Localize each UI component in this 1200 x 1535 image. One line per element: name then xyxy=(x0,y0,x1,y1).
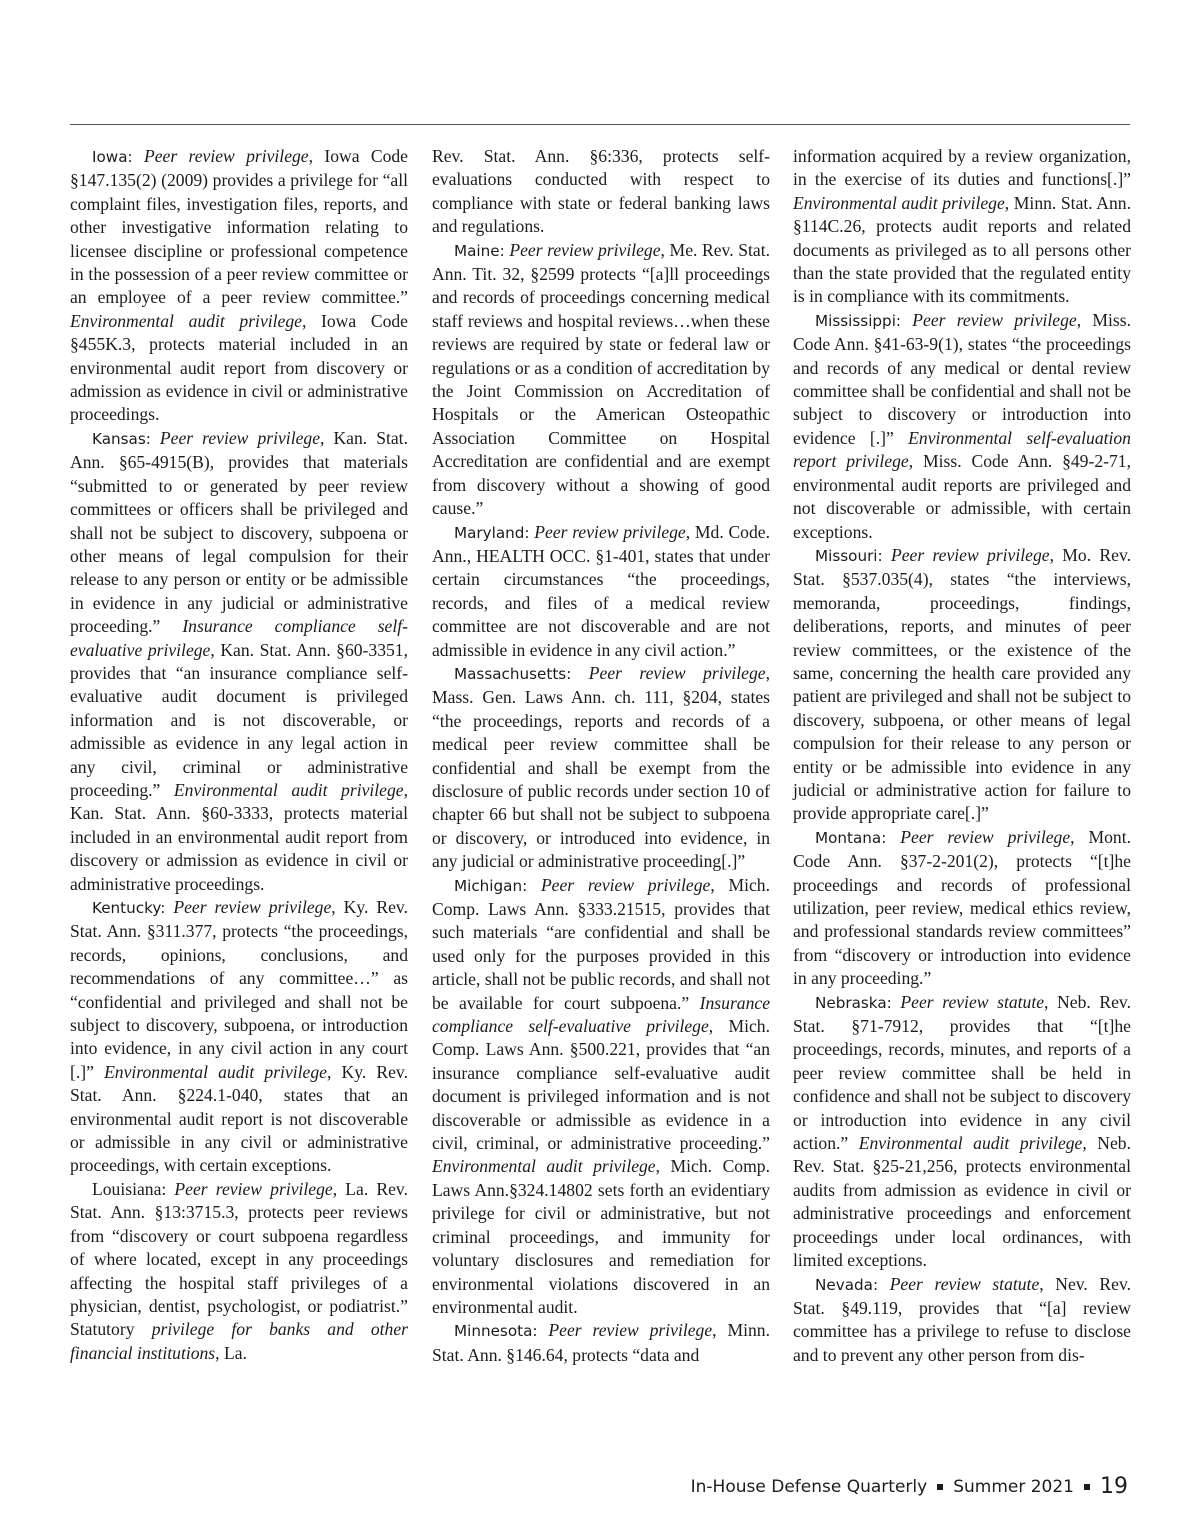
paragraph xyxy=(432,874,770,1320)
italic-term: Peer review privilege xyxy=(540,874,711,895)
paragraph xyxy=(793,991,1131,1273)
footer-publication: In-House Defense Quarterly xyxy=(690,1477,928,1497)
bullet-separator xyxy=(1084,1484,1090,1490)
body-text: , Mass. Gen. Laws Ann. ch. 111, §204, states “the proceedings, reports and records of a medical peer review committee shall be confidential and shall be exempt from the disclosure of public records under section 10 of chapter 66 but shall not be subject to subpoena or discovery, or introduced into evidence, in any judicial or administrative proceeding[.]” xyxy=(432,662,770,872)
paragraph xyxy=(70,427,408,896)
body-text: , Mo. Rev. Stat. §537.035(4), states “the interviews, memoranda, proceedings, findings, deliberations, reports, and minutes of peer review committees, or the existence of the same, concerning the health care provided any patient are privileged and shall not be subject to discovery, subpoena, or other means of legal compulsion for their release to any person or entity or be admissible into evidence in any judicial or administrative action for failure to provide appropriate care[.]” xyxy=(793,544,1131,824)
body-text: , Kan. Stat. Ann. §65-4915(B), provides that materials “submitted to or generated by peer review committees or officers shall be privileged and shall not be subject to discovery, subpoena or other means of legal compulsion for their release to any person or entity or be admissible in evidence in any judicial or administrative proceeding.” xyxy=(70,427,408,637)
paragraph xyxy=(432,662,770,874)
italic-term: Environmental self-evaluation report privilege xyxy=(793,427,1131,472)
italic-term: Peer review privilege xyxy=(143,146,309,166)
italic-term: Environmental audit privilege xyxy=(70,310,302,331)
body-text: , Minn. Stat. Ann. §146.64, protects “data and xyxy=(432,1320,770,1365)
body-text: Louisiana: xyxy=(92,1178,175,1199)
body-text xyxy=(133,146,144,166)
body-text: , Minn. Stat. Ann. §114C.26, protects audit reports and related documents as privileged as to all persons other than the state provided that the regulated entity is in compliance with its commitments. xyxy=(793,192,1131,307)
body-text: , Ky. Rev. Stat. Ann. §224.1-040, states that an environmental audit report is not discoverable or admissible in any civil or administrative proceedings, with certain exceptions. xyxy=(70,1061,408,1176)
italic-term: Peer review privilege xyxy=(900,826,1071,847)
body-text xyxy=(878,1274,890,1294)
state-heading: Iowa: xyxy=(92,148,133,166)
italic-term: Peer review privilege xyxy=(912,309,1077,330)
italic-term: Environmental audit privilege xyxy=(173,779,404,800)
body-text: , Kan. Stat. Ann. §60-3333, protects material included in an environmental audit report from discovery or admission as evidence in civil or administrative proceedings. xyxy=(70,779,408,894)
body-text xyxy=(901,310,912,330)
header-rule xyxy=(70,124,1130,125)
body-text xyxy=(151,428,160,448)
column-3 xyxy=(793,145,1131,1367)
italic-term: Environmental audit privilege xyxy=(793,192,1005,213)
state-heading: Michigan: xyxy=(454,876,528,895)
paragraph xyxy=(793,826,1131,991)
paragraph xyxy=(432,521,770,662)
state-heading: Nevada: xyxy=(815,1275,879,1294)
body-text: , Iowa Code §147.135(2) (2009) provides a privilege for “all complaint files, investigation files, reports, and other investigative information relating to licensee discipline or professional competence in the possession of a peer review committee or an employee of a peer review committee.” xyxy=(70,146,408,308)
italic-term: Peer review statute xyxy=(900,991,1045,1012)
body-text: , Ky. Rev. Stat. Ann. §311.377, protects “the proceedings, records, opinions, conclusions, and recommendations of any committee…” as “confidential and privileged and shall not be subject to discovery, subpoena, or introduction into evidence, in any civil action in any court [.]” xyxy=(70,897,408,1082)
body-text: , Miss. Code Ann. §49-2-71, environmental audit reports are privileged and not discoverable or admissible, with certain exceptions. xyxy=(793,451,1131,542)
state-heading: Nebraska: xyxy=(815,993,892,1012)
body-text: , La. Rev. Stat. Ann. §13:3715.3, protects peer reviews from “discovery or court subpoena regardless of where located, except in any proceedings affecting the hospital staff privileges of a physician, dentist, psychologist, or podiatrist.” Statutory xyxy=(70,1178,408,1340)
body-text: , Nev. Rev. Stat. §49.119, provides that “[a] review committee has a privilege to refuse to disclose and to prevent any other person from dis- xyxy=(793,1273,1132,1365)
body-text: , Neb. Rev. Stat. §71-7912, provides that “[t]he proceedings, records, minutes, and reports of a peer review committee shall be held in confidence and shall not be subject to discovery or introduction into evidence in any civil action.” xyxy=(793,991,1131,1154)
paragraph xyxy=(70,145,408,427)
italic-term: Environmental audit privilege xyxy=(432,1156,656,1177)
italic-term: Peer review privilege xyxy=(534,521,686,542)
paragraph xyxy=(793,1273,1131,1368)
paragraph xyxy=(432,145,770,239)
body-text: , Neb. Rev. Stat. §25-21,256, protects environmental audits from admission as evidence in civil or administrative proceedings and enforcement proceedings under local ordinances, with limited exceptions. xyxy=(793,1133,1131,1271)
body-text xyxy=(538,1320,549,1340)
italic-term: Peer review statute xyxy=(889,1273,1040,1294)
italic-term: Environmental audit privilege xyxy=(858,1133,1083,1154)
body-text: , La. xyxy=(215,1342,247,1363)
state-heading: Montana: xyxy=(815,828,887,847)
italic-term: Peer review privilege xyxy=(174,1178,333,1199)
body-text: , Me. Rev. Stat. Ann. Tit. 32, §2599 protects “[a]ll proceedings and records of proceedings concerning medical staff reviews and hospital reviews…when these reviews are required by state or federal law or regulations or as a condition of accreditation by the Joint Commission on Accreditation of Hospitals or the American Osteopathic Association Committee on Hospital Accreditation are confidential and are exempt from discovery without a showing of good cause.” xyxy=(432,239,770,519)
paragraph xyxy=(432,1319,770,1367)
paragraph xyxy=(70,896,408,1178)
italic-term: Peer review privilege xyxy=(173,897,332,917)
paragraph xyxy=(70,1178,408,1365)
body-text: , Iowa Code §455K.3, protects material included in an environmental audit report from discovery or admission as evidence in civil or administrative proceedings. xyxy=(70,310,408,425)
state-heading: Maine: xyxy=(454,241,505,260)
paragraph xyxy=(432,239,770,521)
page-number: 19 xyxy=(1100,1474,1128,1499)
italic-term: Peer review privilege xyxy=(509,239,661,260)
bullet-separator xyxy=(937,1484,943,1490)
body-text: , Mich. Comp. Laws Ann. §333.21515, provides that such materials “are confidential and shall be used only for the purposes provided in this article, shall not be public records, and shall not be available for court subpoena.” xyxy=(432,874,770,1013)
italic-term: Peer review privilege xyxy=(548,1320,713,1341)
state-heading: Minnesota: xyxy=(454,1322,538,1341)
italic-term: Environmental audit privilege xyxy=(104,1061,327,1082)
body-text: information acquired by a review organization, in the exercise of its duties and functions[.]” xyxy=(793,146,1131,190)
body-text: , Mont. Code Ann. §37-2-201(2), protects “[t]he proceedings and records of professional utilization, peer review, medical ethics review, and professional standards review committees” from “discovery or introduction into evidence in any proceeding.” xyxy=(793,826,1131,989)
italic-term: Peer review privilege xyxy=(159,427,320,448)
body-text: , Kan. Stat. Ann. §60-3351, provides that “an insurance compliance self-evaluative audit document is privileged information and is not discoverable, or admissible as evidence in any legal action in any civil, criminal or administrative proceeding.” xyxy=(70,639,408,800)
body-text xyxy=(883,545,891,565)
italic-term: Peer review privilege xyxy=(588,662,766,683)
column-2 xyxy=(432,145,770,1367)
state-heading: Maryland: xyxy=(454,523,530,542)
state-heading: Mississippi: xyxy=(815,311,902,330)
state-heading: Kentucky: xyxy=(92,899,166,917)
page-footer xyxy=(691,1474,1128,1499)
body-text xyxy=(527,875,541,895)
body-text: , Mich. Comp. Laws Ann.§324.14802 sets forth an evidentiary privilege for civil or administrative, but not criminal proceedings, and immunity for voluntary disclosures and remediation for environmental violations discovered in an environmental audit. xyxy=(432,1156,770,1317)
body-text: , Md. Code. Ann., HEALTH OCC. §1-401, states that under certain circumstances “the proceedings, records, and files of a medical review committee are not discoverable and are not admissible in evidence in any civil action.” xyxy=(432,521,770,660)
italic-term: Peer review privilege xyxy=(890,544,1050,565)
state-heading: Massachusetts: xyxy=(454,664,572,683)
italic-term: Insurance compliance self-evaluative privilege xyxy=(70,616,408,660)
paragraph xyxy=(793,145,1131,309)
body-text xyxy=(886,827,900,847)
body-text: Rev. Stat. Ann. §6:336, protects self-evaluations conducted with respect to compliance with state or federal banking laws and regulations. xyxy=(432,146,770,237)
state-heading: Missouri: xyxy=(815,546,883,565)
italic-term: privilege for banks and other financial institutions xyxy=(70,1319,409,1363)
column-1 xyxy=(70,145,408,1365)
italic-term: Insurance compliance self-evaluative privilege xyxy=(432,992,770,1037)
paragraph xyxy=(793,309,1131,544)
state-heading: Kansas: xyxy=(92,429,151,448)
footer-issue: Summer 2021 xyxy=(953,1477,1074,1497)
body-text: , Mich. Comp. Laws Ann. §500.221, provides that “an insurance compliance self-evaluative audit document is privileged information and is not discoverable or admissible as evidence in a civil, criminal, or administrative proceeding.” xyxy=(432,1016,770,1154)
body-text: , Miss. Code Ann. §41-63-9(1), states “the proceedings and records of any medical or dental review committee shall be confidential and shall not be subject to discovery or introduction into evidence [.]” xyxy=(793,309,1131,448)
body-text xyxy=(571,663,588,683)
paragraph xyxy=(793,544,1131,826)
